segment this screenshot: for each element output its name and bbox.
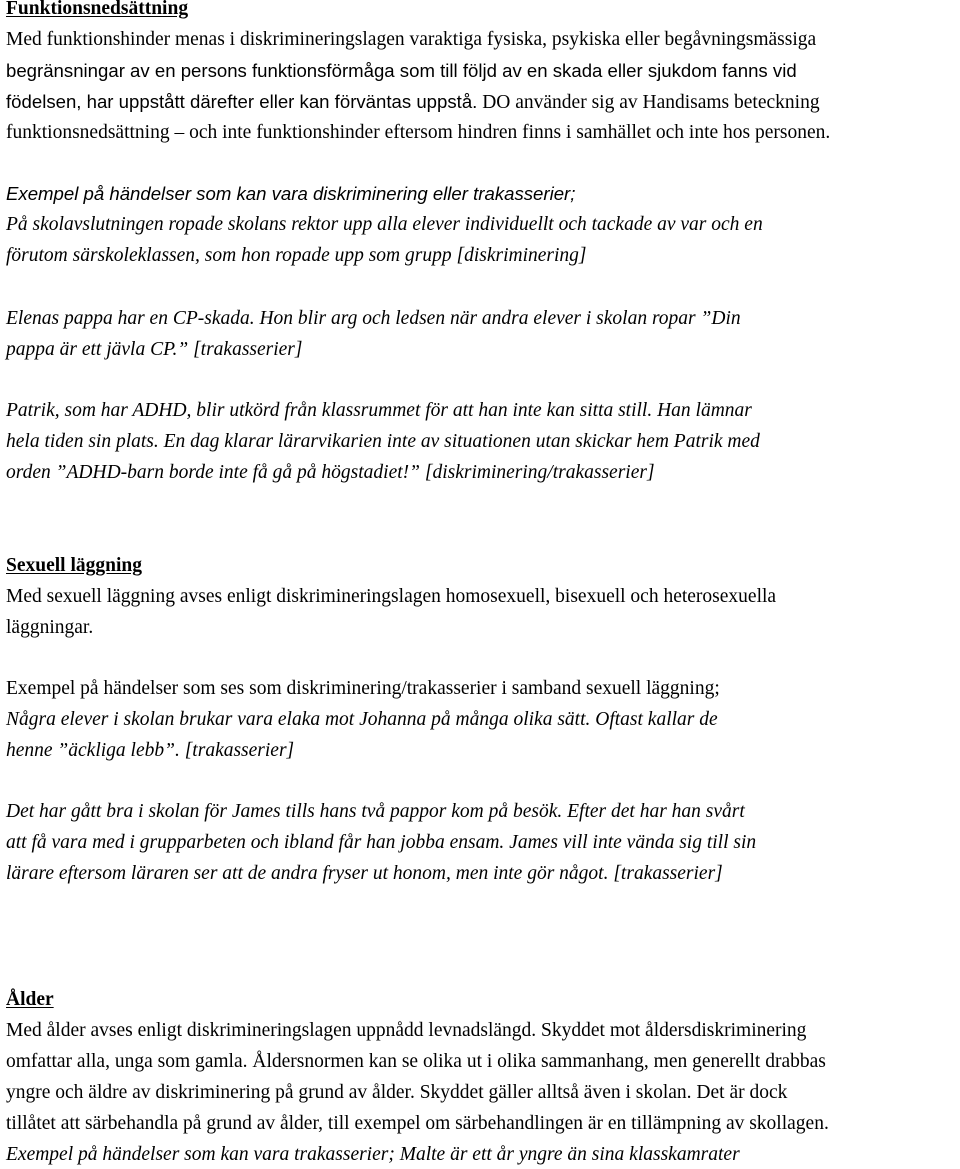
examples-intro: Exempel på händelser som kan vara diskriminering eller trakasserier; bbox=[6, 183, 576, 204]
example-line: Några elever i skolan brukar vara elaka mot Johanna på många olika sätt. Oftast kallar de bbox=[6, 709, 718, 730]
paragraph-line: yngre och äldre av diskriminering på grund av ålder. Skyddet gäller alltså även i skolan. Det är dock bbox=[6, 1082, 788, 1103]
paragraph-segment: DO använder sig av Handisams beteckning bbox=[477, 92, 820, 113]
example-line: På skolavslutningen ropade skolans rektor upp alla elever individuellt och tackade av var och en bbox=[6, 214, 763, 235]
example-line: att få vara med i grupparbeten och ibland får han jobba ensam. James vill inte vända sig till sin bbox=[6, 832, 757, 853]
paragraph-line: begränsningar av en persons funktionsförmåga som till följd av en skada eller sjukdom fanns vid bbox=[6, 60, 797, 81]
paragraph-line: Med funktionshinder menas i diskrimineringslagen varaktiga fysiska, psykiska eller begåvningsmässiga bbox=[6, 29, 817, 50]
paragraph-line: tillåtet att särbehandla på grund av ålder, till exempel om särbehandlingen är en tillämpning av skollagen. bbox=[6, 1113, 829, 1134]
paragraph-segment: födelsen, har uppstått därefter eller kan förväntas uppstå. bbox=[6, 91, 478, 112]
example-line: Det har gått bra i skolan för James tills hans två pappor kom på besök. Efter det har han svårt bbox=[6, 801, 745, 822]
example-line: lärare eftersom läraren ser att de andra fryser ut honom, men inte gör något. [trakasserier] bbox=[6, 863, 723, 884]
example-line: orden ”ADHD-barn borde inte få gå på högstadiet!” [diskriminering/trakasserier] bbox=[6, 462, 655, 483]
section-heading-funktionsnedsattning: Funktionsnedsättning bbox=[6, 0, 189, 19]
paragraph-line: omfattar alla, unga som gamla. Åldersnormen kan se olika ut i olika sammanhang, men generellt drabbas bbox=[6, 1051, 826, 1072]
example-line: Patrik, som har ADHD, blir utkörd från klassrummet för att han inte kan sitta still. Han lämnar bbox=[6, 400, 752, 421]
section-heading-sexuell-laggning: Sexuell läggning bbox=[6, 555, 142, 576]
paragraph-line: Med sexuell läggning avses enligt diskrimineringslagen homosexuell, bisexuell och heterosexuella bbox=[6, 586, 777, 607]
example-line: hela tiden sin plats. En dag klarar lärarvikarien inte av situationen utan skickar hem Patrik med bbox=[6, 431, 760, 452]
section-heading-alder: Ålder bbox=[6, 989, 54, 1010]
paragraph-line: läggningar. bbox=[6, 617, 94, 638]
paragraph-line: funktionsnedsättning – och inte funktionshinder eftersom hindren finns i samhället och inte hos personen. bbox=[6, 122, 831, 143]
paragraph-line bbox=[6, 90, 820, 114]
paragraph-line: Med ålder avses enligt diskrimineringslagen uppnådd levnadslängd. Skyddet mot åldersdiskriminering bbox=[6, 1020, 807, 1041]
example-line: pappa är ett jävla CP.” [trakasserier] bbox=[6, 339, 303, 360]
examples-intro: Exempel på händelser som ses som diskriminering/trakasserier i samband sexuell läggning; bbox=[6, 678, 720, 699]
example-line: henne ”äckliga lebb”. [trakasserier] bbox=[6, 740, 295, 761]
example-line: Elenas pappa har en CP-skada. Hon blir arg och ledsen när andra elever i skolan ropar ”Din bbox=[6, 308, 741, 329]
example-line: förutom särskoleklassen, som hon ropade upp som grupp [diskriminering] bbox=[6, 245, 587, 266]
examples-intro: Exempel på händelser som kan vara trakasserier; Malte är ett år yngre än sina klasskamrater bbox=[6, 1144, 740, 1165]
